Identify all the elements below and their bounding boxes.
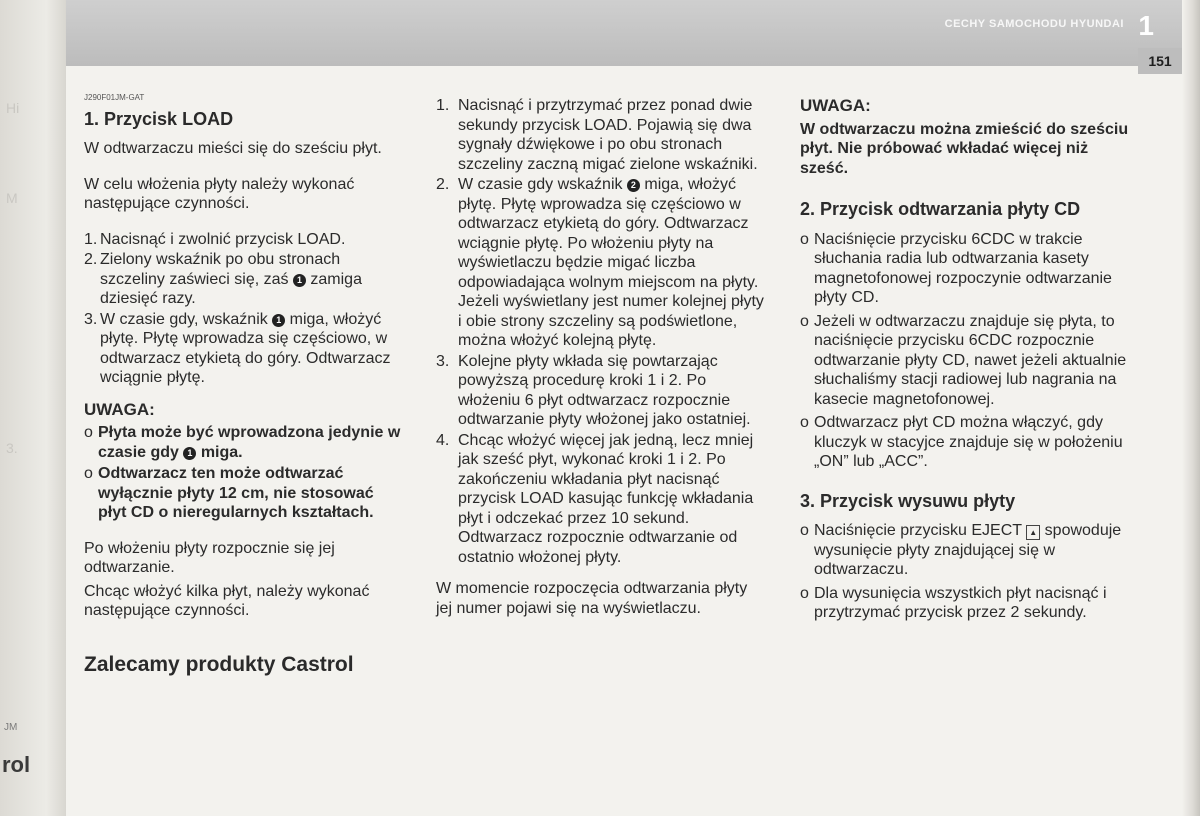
indicator-1-icon: 1 [293, 274, 306, 287]
warning-label: UWAGA: [84, 399, 155, 419]
eject-icon: ▲ [1026, 525, 1040, 540]
load-steps [84, 230, 402, 388]
warning-item: o Płyta może być wprowadzona jedynie w czasie gdy 1 miga. [84, 424, 401, 461]
page-edge [1182, 0, 1200, 816]
intro-text: W odtwarzaczu mieści się do sześciu płyt. [84, 140, 382, 157]
warning-text: W odtwarzaczu można zmieścić do sześciu płyt. Nie próbować wkładać więcej niż sześć. [800, 120, 1129, 177]
page-header [66, 0, 1182, 66]
footer-heading: Zalecamy produkty Castrol [84, 652, 354, 676]
list-item: o Odtwarzacz płyt CD można włączyć, gdy kluczyk w stacyjce znajduje się w położeniu „ON” lub „ACC”. [800, 414, 1123, 470]
section-heading-load: 1. Przycisk LOAD [84, 108, 234, 129]
list-item: 2. W czasie gdy wskaźnik 2 miga, włożyć płytę. Płytę wprowadza się częściowo w odtwarzacz etykietą do góry. Odtwarzacz wciągnie płytę. Po włożeniu płyty na wyświetlaczu będzie migać liczba odpowiadająca wolnym miejscom na płyty. Jeżeli wyświetlany jest numer kolejnej płyty i obie strony szczeliny są podświetlone, można włożyć kolejną płytę. [436, 176, 764, 349]
list-item: 2. Zielony wskaźnik po obu stronach szczeliny zaświeci się, zaś 1 zamiga dziesięć razy. [84, 251, 362, 307]
section-heading-cd-play: 2. Przycisk odtwarzania płyty CD [800, 199, 1081, 219]
list-item: 3. W czasie gdy, wskaźnik 1 miga, włożyć płytę. Płytę wprowadza się częściowo, w odtwarzacz etykietą do góry. Odtwarzacz wciągnie płytę. [84, 310, 391, 386]
list-item: o Naciśnięcie przycisku 6CDC w trakcie słuchania radia lub odtwarzania kasety magnetofonowej rozpoczynie odtwarzanie płyty CD. [800, 230, 1112, 306]
warning-item: o Odtwarzacz ten może odtwarzać wyłącznie płyty 12 cm, nie stosować płyt CD o nieregularnych kształtach. [84, 465, 374, 521]
column-1 [84, 88, 402, 684]
instruction-text: W celu włożenia płyty należy wykonać następujące czynności. [84, 175, 355, 212]
list-item: o Dla wysunięcia wszystkich płyt nacisnąć i przytrzymać przycisk przez 2 sekundy. [800, 584, 1107, 621]
multi-load-steps [436, 96, 764, 567]
indicator-1-icon: 1 [272, 314, 285, 327]
indicator-1-icon: 1 [183, 447, 196, 460]
after-insert-text: Po włożeniu płyty rozpocznie się jej odtwarzanie. [84, 539, 335, 576]
previous-page-edge: Hi M 3. JM rol [0, 0, 66, 816]
chapter-number: 1 [1138, 10, 1154, 41]
section-heading-eject: 3. Przycisk wysuwu płyty [800, 490, 1016, 511]
page-number: 151 [1138, 48, 1182, 74]
list-item: 1. Nacisnąć i zwolnić przycisk LOAD. [84, 230, 346, 248]
list-item: 4. Chcąc włożyć więcej jak jedną, lecz mniej jak sześć płyt, wykonać kroki 1 i 2. Po zakończeniu wkładania płyt nacisnąć przycisk LOAD kasując funkcję wkładania płyt i odczekać przez 10 sekund. Odtwarzacz rozpocznie odtwarzanie od ostatnio włożonej płyty. [436, 431, 754, 566]
warning-label: UWAGA: [800, 96, 871, 115]
indicator-2-icon: 2 [627, 179, 640, 192]
multi-disc-text: Chcąc włożyć kilka płyt, należy wykonać następujące czynności. [84, 582, 370, 619]
section-code: J290F01JM-GAT [84, 93, 145, 102]
closing-text: W momencie rozpoczęcia odtwarzania płyty jej numer pojawi się na wyświetlaczu. [436, 580, 748, 617]
previous-page-fragment: rol [2, 752, 31, 777]
list-item: o Naciśnięcie przycisku EJECT ▲ spowoduje wysunięcie płyty znajdującej się w odtwarzaczu. [800, 522, 1122, 578]
section-title: CECHY SAMOCHODU HYUNDAI [944, 18, 1124, 30]
list-item: 3. Kolejne płyty wkłada się powtarzając powyższą procedurę kroki 1 i 2. Po włożeniu 6 płyt odtwarzacz rozpocznie odtwarzanie płyty włożonej jako ostatniej. [436, 352, 751, 428]
list-item: o Jeżeli w odtwarzaczu znajduje się płyta, to naciśnięcie przycisku 6CDC rozpocznie odtwarzanie płyty CD, nawet jeżeli aktualnie słuchaliśmy stacji radiowej lub nagrania na kasecie magnetofonowej. [800, 312, 1127, 408]
column-2 [436, 96, 764, 634]
list-item: 1. Nacisnąć i przytrzymać przez ponad dwie sekundy przycisk LOAD. Pojawią się dwa sygnały dźwiękowe i po obu stronach szczeliny zaczną migać zielone wskaźniki. [436, 97, 758, 173]
previous-page-code: JM [4, 722, 18, 733]
column-3 [800, 96, 1130, 627]
